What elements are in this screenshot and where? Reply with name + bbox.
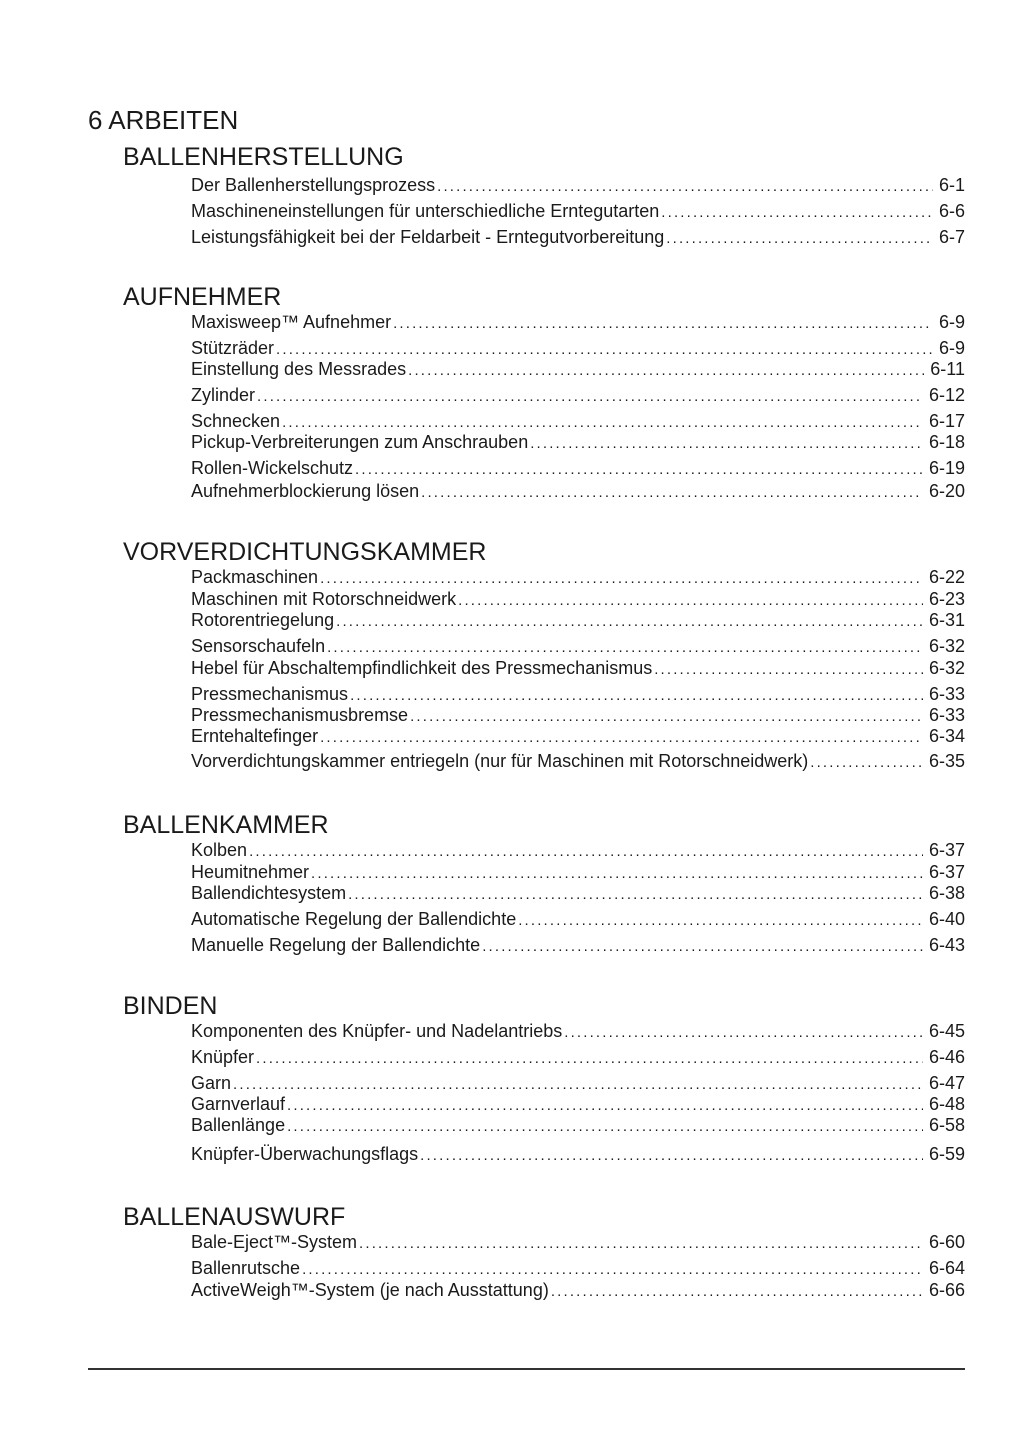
dot-leader (336, 610, 923, 633)
toc-entry-label: Leistungsfähigkeit bei der Feldarbeit - Erntegutvorbereitung (191, 227, 665, 247)
toc-entry[interactable] (191, 1143, 965, 1166)
toc-entry-page: 6-46 (928, 1047, 965, 1067)
dot-leader (410, 705, 923, 728)
toc-entry[interactable] (191, 384, 965, 407)
section-title: BALLENAUSWURF (123, 1203, 346, 1231)
toc-entry-label: Rotorentriegelung (191, 610, 335, 630)
toc-entry-label: Pressmechanismus (191, 684, 349, 704)
toc-section-binden (123, 992, 965, 1166)
toc-entry[interactable] (191, 566, 965, 589)
toc-entry[interactable] (191, 1114, 965, 1137)
dot-leader (810, 751, 923, 774)
dot-leader (256, 1047, 923, 1070)
toc-entry-page: 6-33 (928, 705, 965, 725)
section-title: BINDEN (123, 992, 218, 1020)
dot-leader (320, 726, 923, 749)
toc-entry[interactable] (191, 358, 965, 381)
toc-entry-list (191, 1020, 965, 1166)
dot-leader (350, 684, 923, 707)
toc-entry[interactable] (191, 839, 965, 862)
dot-leader (257, 385, 923, 408)
toc-entry-page: 6-1 (938, 175, 965, 195)
toc-entry-page: 6-11 (930, 359, 965, 379)
toc-entry-label: Vorverdichtungskammer entriegeln (nur für Maschinen mit Rotorschneidwerk) (191, 751, 809, 771)
dot-leader (420, 1144, 923, 1167)
toc-entry-label: Der Ballenherstellungsprozess (191, 175, 436, 195)
toc-entry-page: 6-32 (928, 658, 965, 678)
dot-leader (661, 201, 933, 224)
toc-entry-page: 6-20 (928, 481, 965, 501)
toc-section-ballenherstellung (123, 143, 965, 249)
toc-entry[interactable] (191, 704, 965, 727)
toc-entry-page: 6-33 (928, 684, 965, 704)
toc-entry-page: 6-18 (928, 432, 965, 452)
toc-entry-page: 6-6 (938, 201, 965, 221)
toc-entry-label: Kolben (191, 840, 248, 860)
toc-entry[interactable] (191, 588, 965, 611)
dot-leader (359, 1232, 923, 1255)
dot-leader (654, 658, 923, 681)
toc-entry-label: ActiveWeigh™-System (je nach Ausstattung) (191, 1280, 549, 1300)
dot-leader (421, 481, 923, 504)
toc-entry[interactable] (191, 635, 965, 658)
section-title: AUFNEHMER (123, 283, 282, 311)
section-title: BALLENKAMMER (123, 811, 329, 839)
chapter-title: 6 ARBEITEN (88, 105, 239, 135)
toc-entry-list (191, 566, 965, 773)
section-title: BALLENHERSTELLUNG (123, 143, 404, 171)
footer-rule (88, 1368, 965, 1370)
toc-entry-page: 6-17 (928, 411, 965, 431)
toc-entry[interactable] (191, 457, 965, 480)
toc-entry[interactable] (191, 1020, 965, 1043)
toc-entry-label: Pickup-Verbreiterungen zum Anschrauben (191, 432, 529, 452)
dot-leader (311, 862, 923, 885)
toc-entry-label: Einstellung des Messrades (191, 359, 407, 379)
toc-entry-label: Ballenlänge (191, 1115, 286, 1135)
toc-entry[interactable] (191, 337, 965, 360)
toc-section-ballenauswurf (123, 1203, 965, 1302)
toc-entry-page: 6-66 (928, 1280, 965, 1300)
toc-entry[interactable] (191, 882, 965, 905)
dot-leader (320, 567, 923, 590)
section-title: VORVERDICHTUNGSKAMMER (123, 538, 487, 566)
dot-leader (393, 312, 933, 335)
dot-leader (666, 227, 933, 250)
toc-entry[interactable] (191, 174, 965, 197)
toc-entry[interactable] (191, 1279, 965, 1302)
toc-entry-page: 6-60 (928, 1232, 965, 1252)
dot-leader (458, 589, 923, 612)
toc-entry-label: Komponenten des Knüpfer- und Nadelantriebs (191, 1021, 563, 1041)
toc-entry-label: Manuelle Regelung der Ballendichte (191, 935, 481, 955)
dot-leader (287, 1115, 923, 1138)
toc-entry-label: Garn (191, 1073, 232, 1093)
dot-leader (233, 1073, 923, 1096)
toc-entry-page: 6-48 (928, 1094, 965, 1114)
toc-entry-page: 6-23 (928, 589, 965, 609)
dot-leader (437, 175, 933, 198)
dot-leader (518, 909, 923, 932)
toc-entry-page: 6-40 (928, 909, 965, 929)
toc-entry-list (191, 311, 965, 503)
toc-entry-label: Maschineneinstellungen für unterschiedliche Erntegutarten (191, 201, 660, 221)
toc-entry-list (191, 839, 965, 957)
toc-entry[interactable] (191, 1046, 965, 1069)
dot-leader (564, 1021, 923, 1044)
toc-entry-page: 6-12 (928, 385, 965, 405)
toc-entry-page: 6-35 (928, 751, 965, 771)
toc-entry[interactable] (191, 1231, 965, 1254)
toc-entry-page: 6-19 (928, 458, 965, 478)
toc-entry-list (191, 174, 965, 249)
toc-entry-label: Schnecken (191, 411, 281, 431)
toc-entry-label: Heumitnehmer (191, 862, 310, 882)
toc-entry-page: 6-32 (928, 636, 965, 656)
toc-entry-label: Knüpfer (191, 1047, 255, 1067)
toc-section-vorverdichtungskammer (123, 538, 965, 773)
toc-entry[interactable] (191, 609, 965, 632)
toc-entry[interactable] (191, 1093, 965, 1116)
toc-entry-label: Bale-Eject™-System (191, 1232, 358, 1252)
toc-entry[interactable] (191, 226, 965, 249)
toc-entry[interactable] (191, 311, 965, 334)
toc-entry[interactable] (191, 200, 965, 223)
toc-entry-page: 6-45 (928, 1021, 965, 1041)
toc-entry-label: Garnverlauf (191, 1094, 286, 1114)
toc-entry-label: Ballendichtesystem (191, 883, 347, 903)
dot-leader (355, 458, 923, 481)
toc-entry-page: 6-59 (928, 1144, 965, 1164)
dot-leader (348, 883, 923, 906)
toc-entry-label: Automatische Regelung der Ballendichte (191, 909, 517, 929)
toc-entry[interactable] (191, 683, 965, 706)
dot-leader (249, 840, 923, 863)
toc-entry-label: Rollen-Wickelschutz (191, 458, 354, 478)
toc-entry[interactable] (191, 480, 965, 503)
toc-entry[interactable] (191, 861, 965, 884)
toc-entry-label: Aufnehmerblockierung lösen (191, 481, 420, 501)
toc-entry-label: Ballenrutsche (191, 1258, 301, 1278)
toc-entry-page: 6-43 (928, 935, 965, 955)
toc-entry-label: Sensorschaufeln (191, 636, 326, 656)
toc-entry[interactable] (191, 657, 965, 680)
toc-entry-label: Pressmechanismusbremse (191, 705, 409, 725)
toc-entry-label: Hebel für Abschaltempfindlichkeit des Pressmechanismus (191, 658, 653, 678)
toc-entry-page: 6-34 (928, 726, 965, 746)
toc-section-ballenkammer (123, 811, 965, 957)
dot-leader (530, 432, 923, 455)
toc-entry[interactable] (191, 1257, 965, 1280)
toc-entry-page: 6-38 (928, 883, 965, 903)
dot-leader (482, 935, 923, 958)
toc-entry-page: 6-31 (928, 610, 965, 630)
toc-entry[interactable] (191, 908, 965, 931)
toc-entry-page: 6-9 (938, 312, 965, 332)
toc-entry-page: 6-9 (938, 338, 965, 358)
toc-entry-page: 6-58 (928, 1115, 965, 1135)
toc-entry-label: Erntehaltefinger (191, 726, 319, 746)
toc-entry-page: 6-7 (938, 227, 965, 247)
toc-entry[interactable] (191, 725, 965, 748)
toc-entry[interactable] (191, 934, 965, 957)
dot-leader (551, 1280, 923, 1303)
toc-entry-page: 6-22 (928, 567, 965, 587)
dot-leader (302, 1258, 923, 1281)
toc-entry-page: 6-47 (928, 1073, 965, 1093)
toc-entry[interactable] (191, 410, 965, 433)
toc-entry-page: 6-37 (928, 862, 965, 882)
toc-entry-label: Zylinder (191, 385, 256, 405)
toc-entry-page: 6-37 (928, 840, 965, 860)
dot-leader (287, 1094, 923, 1117)
toc-entry[interactable] (191, 1072, 965, 1095)
toc-entry-list (191, 1231, 965, 1302)
dot-leader (408, 359, 924, 382)
toc-entry-label: Knüpfer-Überwachungsflags (191, 1144, 419, 1164)
toc-entry[interactable] (191, 750, 965, 773)
dot-leader (327, 636, 923, 659)
toc-entry-page: 6-64 (928, 1258, 965, 1278)
toc-entry-label: Packmaschinen (191, 567, 319, 587)
toc-section-aufnehmer (123, 283, 965, 503)
toc-entry-label: Stützräder (191, 338, 275, 358)
toc-entry-label: Maschinen mit Rotorschneidwerk (191, 589, 457, 609)
toc-entry[interactable] (191, 431, 965, 454)
toc-entry-label: Maxisweep™ Aufnehmer (191, 312, 392, 332)
